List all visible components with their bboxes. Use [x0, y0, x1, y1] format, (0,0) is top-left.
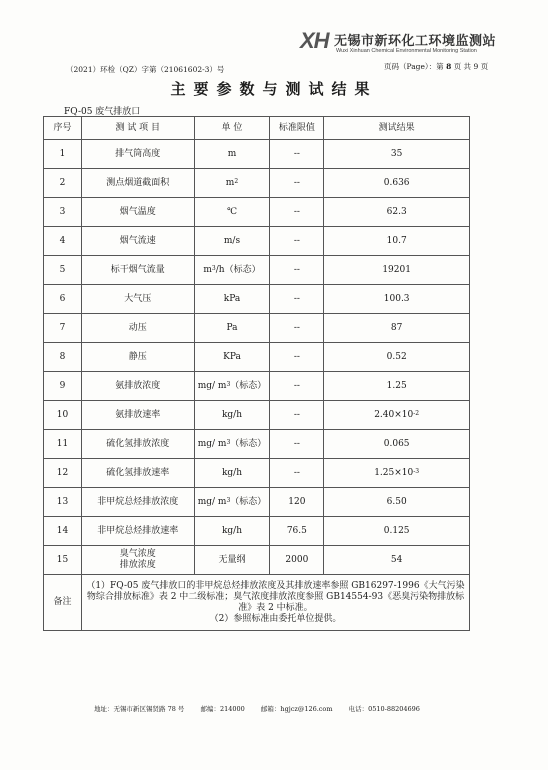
unit-text: KPa: [223, 351, 241, 362]
result-value: 54: [390, 554, 403, 565]
remarks-text: [81, 575, 469, 631]
cell-limit: [270, 285, 324, 314]
col-header-no: 序号: [44, 117, 82, 140]
cell-no: [44, 343, 82, 372]
cell-item: [81, 343, 194, 372]
remark-line-1: （1）FQ-05 废气排放口的非甲烷总烃排放浓度及其排放速率参照 GB16297-1996《大气污染物综合排放标准》表 2 中二级标准；臭气浓度排放浓度参照 GB14554-93《恶臭污染物排放标准》表 2 中标准。: [86, 580, 465, 613]
item-name: 烟气流速: [119, 235, 156, 246]
row-number: 15: [56, 554, 69, 565]
results-table: [43, 116, 470, 631]
result-value: 1.25: [386, 380, 407, 391]
limit-value: --: [293, 148, 300, 159]
footer-contact: [94, 704, 434, 713]
cell-limit: [270, 343, 324, 372]
item-name: 硫化氢排放速率: [106, 467, 170, 478]
cell-limit: [270, 488, 324, 517]
result-value: 35: [390, 148, 403, 159]
item-name: 氨排放浓度: [115, 380, 161, 391]
cell-unit: [194, 459, 270, 488]
cell-limit: [270, 517, 324, 546]
cell-limit: [270, 227, 324, 256]
unit-text: kg/h: [221, 409, 243, 420]
cell-limit: [270, 459, 324, 488]
result-value: 1.25×10: [374, 467, 414, 478]
cell-result: [324, 401, 470, 430]
cell-unit: [194, 227, 270, 256]
remarks-label: 备注: [44, 575, 82, 631]
unit-text: ℃: [226, 206, 238, 217]
table-row: [44, 343, 470, 372]
cell-result: [324, 140, 470, 169]
cell-result: [324, 372, 470, 401]
item-name: 臭气浓度: [119, 549, 156, 559]
cell-item: [81, 169, 194, 198]
limit-value: --: [293, 380, 300, 391]
cell-no: [44, 372, 82, 401]
page-current: 8: [446, 62, 452, 71]
cell-item: [81, 488, 194, 517]
limit-value: --: [293, 206, 300, 217]
unit-suffix: （标态）: [230, 496, 267, 507]
footer-phone: 电话：0510-88204696: [348, 705, 420, 713]
cell-unit: [194, 314, 270, 343]
cell-result: [324, 198, 470, 227]
row-number: 12: [56, 467, 69, 478]
unit-text: kg/h: [221, 467, 243, 478]
cell-limit: [270, 198, 324, 227]
cell-result: [324, 430, 470, 459]
item-name: 硫化氢排放浓度: [106, 438, 170, 449]
cell-item: [81, 198, 194, 227]
row-number: 3: [59, 206, 66, 217]
unit-text: mg/ m: [197, 438, 227, 449]
row-number: 5: [59, 264, 66, 275]
cell-result: [324, 488, 470, 517]
cell-no: [44, 401, 82, 430]
table-row: [44, 517, 470, 546]
cell-unit: [194, 198, 270, 227]
unit-text: kPa: [223, 293, 241, 304]
result-value: 6.50: [386, 496, 407, 507]
unit-text: kg/h: [221, 525, 243, 536]
row-number: 8: [59, 351, 66, 362]
col-header-result: 测试结果: [324, 117, 470, 140]
table-row: [44, 285, 470, 314]
cell-limit: [270, 140, 324, 169]
page-mid: 页 共: [453, 62, 472, 71]
footer-email: 邮箱：hgjcz@126.com: [260, 705, 333, 713]
unit-text: m: [227, 148, 237, 159]
unit-superscript: 3: [226, 438, 231, 446]
cell-unit: [194, 430, 270, 459]
item-name: 测点烟道截面积: [106, 177, 170, 188]
cell-limit: [270, 430, 324, 459]
cell-unit: [194, 140, 270, 169]
result-exponent: -2: [413, 409, 420, 417]
result-value: 0.065: [383, 438, 410, 449]
item-name: 排气筒高度: [115, 148, 161, 159]
page-suffix: 页: [480, 62, 489, 71]
cell-limit: [270, 256, 324, 285]
cell-unit: [194, 488, 270, 517]
cell-unit: [194, 401, 270, 430]
item-name-line2: 排放浓度: [119, 560, 156, 570]
item-name: 标干烟气流量: [110, 264, 165, 275]
limit-value: --: [293, 467, 300, 478]
row-number: 4: [59, 235, 66, 246]
cell-limit: [270, 314, 324, 343]
col-header-item: 测 试 项 目: [81, 117, 194, 140]
unit-text: mg/ m: [197, 380, 227, 391]
cell-result: [324, 169, 470, 198]
report-number: （2021）环检（QZ）字第（21061602-3）号: [66, 65, 225, 74]
limit-value: 120: [288, 496, 306, 507]
cell-no: [44, 198, 82, 227]
item-name: 烟气温度: [119, 206, 156, 217]
table-row: [44, 401, 470, 430]
col-header-unit: 单 位: [194, 117, 270, 140]
cell-item: [81, 140, 194, 169]
unit-suffix: /h（标态）: [215, 264, 261, 275]
unit-text: mg/ m: [197, 496, 227, 507]
limit-value: --: [293, 293, 300, 304]
unit-suffix: （标态）: [230, 380, 267, 391]
logo-english-name: Wuxi Xinhuan Chemical Environmental Monitoring Station: [336, 48, 477, 54]
footer-address: 地址：无锡市新区锡贤路 78 号: [94, 705, 185, 713]
cell-result: [324, 227, 470, 256]
page-total: 9: [473, 62, 479, 71]
unit-text: m: [225, 177, 235, 188]
cell-item: [81, 314, 194, 343]
cell-no: [44, 227, 82, 256]
table-row: [44, 372, 470, 401]
cell-result: [324, 285, 470, 314]
cell-unit: [194, 517, 270, 546]
result-value: 62.3: [386, 206, 407, 217]
limit-value: --: [293, 235, 300, 246]
remark-line-2: （2）参照标准由委托单位提供。: [209, 613, 342, 624]
row-number: 2: [59, 177, 66, 188]
cell-item: [81, 546, 194, 575]
row-number: 11: [56, 438, 69, 449]
cell-unit: [194, 169, 270, 198]
result-value: 19201: [382, 264, 411, 275]
cell-result: [324, 314, 470, 343]
cell-item: [81, 256, 194, 285]
limit-value: --: [293, 264, 300, 275]
result-value: 0.636: [383, 177, 410, 188]
cell-item: [81, 285, 194, 314]
cell-no: [44, 430, 82, 459]
unit-superscript: 3: [211, 264, 216, 272]
footer-postcode: 邮编：214000: [200, 705, 245, 713]
cell-item: [81, 227, 194, 256]
cell-unit: [194, 343, 270, 372]
cell-limit: [270, 401, 324, 430]
logo-chinese-name: 无锡市新环化工环境监测站: [334, 34, 497, 49]
cell-limit: [270, 372, 324, 401]
limit-value: --: [293, 322, 300, 333]
table-header-row: [44, 117, 470, 140]
logo-mark: XH: [300, 28, 329, 53]
cell-result: [324, 546, 470, 575]
document-title: 主要参数与测试结果: [170, 80, 378, 98]
table-row: [44, 314, 470, 343]
page-prefix: 页码（Page）：第: [384, 62, 444, 71]
result-value: 10.7: [386, 235, 407, 246]
cell-unit: [194, 256, 270, 285]
unit-text: Pa: [226, 322, 238, 333]
remarks-row: [44, 575, 470, 631]
station-logo: [300, 26, 500, 60]
result-value: 0.52: [386, 351, 407, 362]
limit-value: --: [293, 409, 300, 420]
cell-no: [44, 517, 82, 546]
table-row: [44, 459, 470, 488]
table-row: [44, 256, 470, 285]
page-indicator: [384, 61, 488, 72]
cell-result: [324, 517, 470, 546]
unit-suffix: （标态）: [230, 438, 267, 449]
item-name: 非甲烷总烃排放浓度: [97, 496, 179, 507]
item-name: 静压: [128, 351, 147, 362]
row-number: 13: [56, 496, 69, 507]
unit-text: m/s: [223, 235, 241, 246]
result-value: 87: [390, 322, 403, 333]
cell-limit: [270, 169, 324, 198]
table-row: [44, 430, 470, 459]
row-number: 1: [59, 148, 66, 159]
cell-no: [44, 169, 82, 198]
cell-no: [44, 285, 82, 314]
table-row: [44, 169, 470, 198]
cell-result: [324, 343, 470, 372]
table-row: [44, 488, 470, 517]
cell-unit: [194, 372, 270, 401]
cell-no: [44, 140, 82, 169]
cell-no: [44, 546, 82, 575]
outlet-name: FQ-05 废气排放口: [64, 107, 141, 117]
cell-unit: [194, 285, 270, 314]
cell-no: [44, 256, 82, 285]
item-name: 大气压: [124, 293, 152, 304]
result-value: 0.125: [383, 525, 410, 536]
unit-superscript: 2: [234, 177, 239, 185]
limit-value: --: [293, 438, 300, 449]
cell-item: [81, 430, 194, 459]
table-row: [44, 198, 470, 227]
unit-superscript: 3: [226, 380, 231, 388]
result-value: 100.3: [383, 293, 410, 304]
cell-no: [44, 459, 82, 488]
item-name: 氨排放速率: [115, 409, 161, 420]
unit-text: 无量纲: [218, 554, 246, 565]
cell-result: [324, 459, 470, 488]
limit-value: 76.5: [286, 525, 307, 536]
item-name: 非甲烷总烃排放速率: [97, 525, 179, 536]
row-number: 10: [56, 409, 69, 420]
table-row: [44, 140, 470, 169]
unit-text: m: [203, 264, 212, 275]
row-number: 7: [59, 322, 66, 333]
col-header-limit: 标准限值: [270, 117, 324, 140]
item-name: 动压: [128, 322, 147, 333]
cell-no: [44, 314, 82, 343]
row-number: 6: [59, 293, 66, 304]
cell-no: [44, 488, 82, 517]
cell-item: [81, 459, 194, 488]
table-row: [44, 546, 470, 575]
cell-item: [81, 372, 194, 401]
cell-limit: [270, 546, 324, 575]
row-number: 9: [59, 380, 66, 391]
cell-unit: [194, 546, 270, 575]
cell-result: [324, 256, 470, 285]
cell-item: [81, 401, 194, 430]
row-number: 14: [56, 525, 69, 536]
limit-value: 2000: [285, 554, 309, 565]
unit-superscript: 3: [226, 496, 231, 504]
table-row: [44, 227, 470, 256]
result-value: 2.40×10: [374, 409, 414, 420]
cell-item: [81, 517, 194, 546]
limit-value: --: [293, 177, 300, 188]
limit-value: --: [293, 351, 300, 362]
result-exponent: -3: [413, 467, 420, 475]
